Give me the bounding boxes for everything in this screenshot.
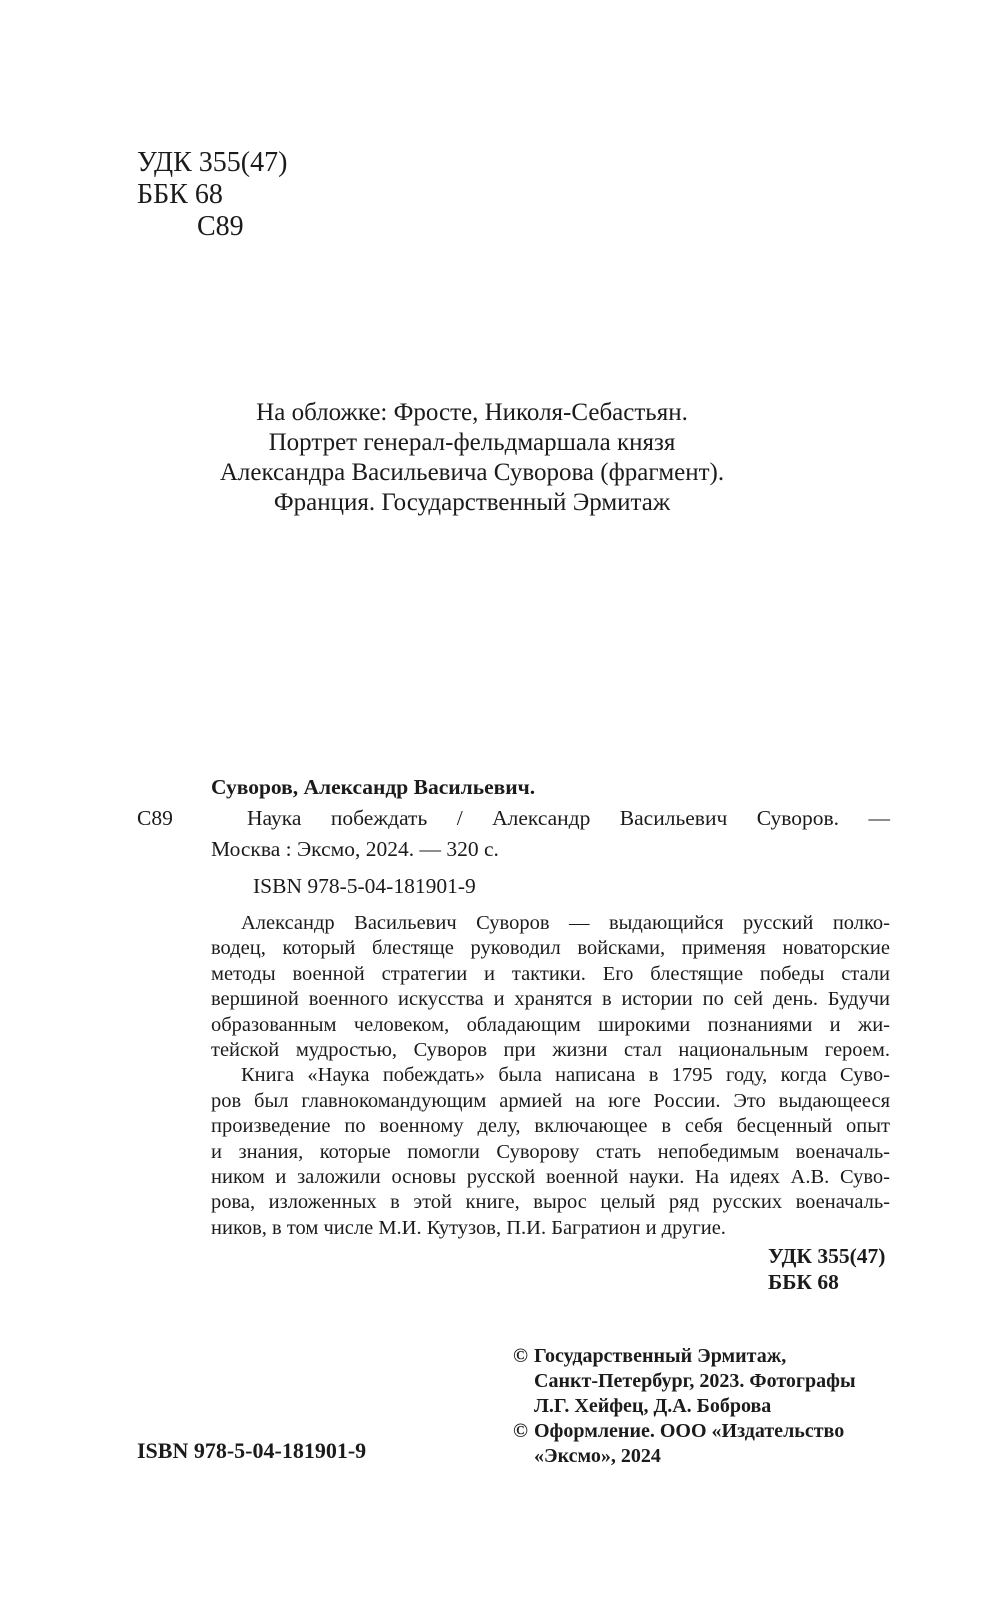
bbk-code-bottom: ББК 68	[768, 1270, 839, 1294]
annotation-line: рова, изложенных в этой книге, вырос целый ряд русских военачаль-	[211, 1191, 890, 1214]
copyright-text: Л.Г. Хейфец, Д.А. Боброва	[534, 1395, 772, 1417]
annotation-line: водец, который блестяще руководил войсками, применяя новаторские	[211, 937, 890, 960]
top-classification-codes	[137, 147, 287, 243]
copyright-text: Государственный Эрмитаж,	[534, 1345, 787, 1367]
cover-attribution-line: Александра Васильевича Суворова (фрагмент).	[219, 459, 725, 486]
copyright-line	[513, 1394, 898, 1419]
copyright-text: Оформление. ООО «Издательство	[534, 1420, 845, 1442]
annotation-line: ров был главнокомандующим армией на юге России. Это выдающееся	[211, 1089, 890, 1112]
annotation-line: ником и заложили основы русской военной науки. На идеях А.В. Суво-	[211, 1166, 890, 1189]
annotation-text	[211, 911, 890, 1241]
copyright-line	[513, 1369, 898, 1394]
biblio-imprint: Москва : Эксмо, 2024. — 320 с.	[211, 837, 499, 861]
copyright-line	[513, 1419, 898, 1444]
annotation-line: тейской мудростью, Суворов при жизни стал национальным героем.	[211, 1039, 890, 1062]
bottom-classification-codes	[768, 1243, 885, 1295]
biblio-title: Наука побеждать / Александр Васильевич Суворов. —	[247, 806, 890, 830]
cover-attribution-line: На обложке: Фросте, Николя-Себастьян.	[256, 399, 688, 426]
copyright-text: Санкт-Петербург, 2023. Фотографы	[534, 1370, 856, 1392]
copyright-line	[513, 1344, 898, 1369]
copyright-symbol: ©	[513, 1420, 528, 1442]
copyright-symbol: ©	[513, 1345, 528, 1367]
cover-attribution-line: Портрет генерал-фельдмаршала князя	[268, 429, 676, 456]
biblio-author: Суворов, Александр Васильевич.	[211, 775, 536, 799]
annotation-line: методы военной стратегии и тактики. Его блестящие победы стали	[211, 962, 890, 985]
annotation-line: произведение по военному делу, включающее в себя бесценный опыт	[211, 1115, 890, 1138]
annotation-line: образованным человеком, обладающим широкими познаниями и жи-	[211, 1013, 890, 1036]
cover-attribution	[142, 398, 802, 518]
copyright-text: «Эксмо», 2024	[534, 1445, 661, 1467]
annotation-line: Александр Васильевич Суворов — выдающийся русский полко-	[241, 912, 890, 934]
copyright-line	[513, 1444, 898, 1469]
annotation-line: Книга «Наука побеждать» была написана в 1795 году, когда Суво-	[241, 1064, 890, 1087]
author-sign-code: С89	[197, 211, 244, 242]
biblio-author-sign: С89	[137, 806, 173, 830]
bbk-code: ББК 68	[137, 179, 223, 210]
udk-code-bottom: УДК 355(47)	[768, 1244, 886, 1268]
cover-attribution-line: Франция. Государственный Эрмитаж	[273, 489, 671, 516]
udk-code: УДК 355(47)	[137, 147, 288, 178]
annotation-line: ников, в том числе М.И. Кутузов, П.И. Багратион и другие.	[211, 1216, 726, 1239]
copyright-block	[513, 1344, 898, 1469]
biblio-isbn: ISBN 978-5-04-181901-9	[253, 874, 476, 898]
isbn-bottom: ISBN 978-5-04-181901-9	[137, 1438, 367, 1463]
annotation-line: и знания, которые помогли Суворову стать непобедимым военачаль-	[211, 1140, 890, 1163]
bibliographic-entry	[211, 772, 890, 902]
annotation-line: вершиной военного искусства и хранятся в истории по сей день. Будучи	[211, 988, 890, 1011]
